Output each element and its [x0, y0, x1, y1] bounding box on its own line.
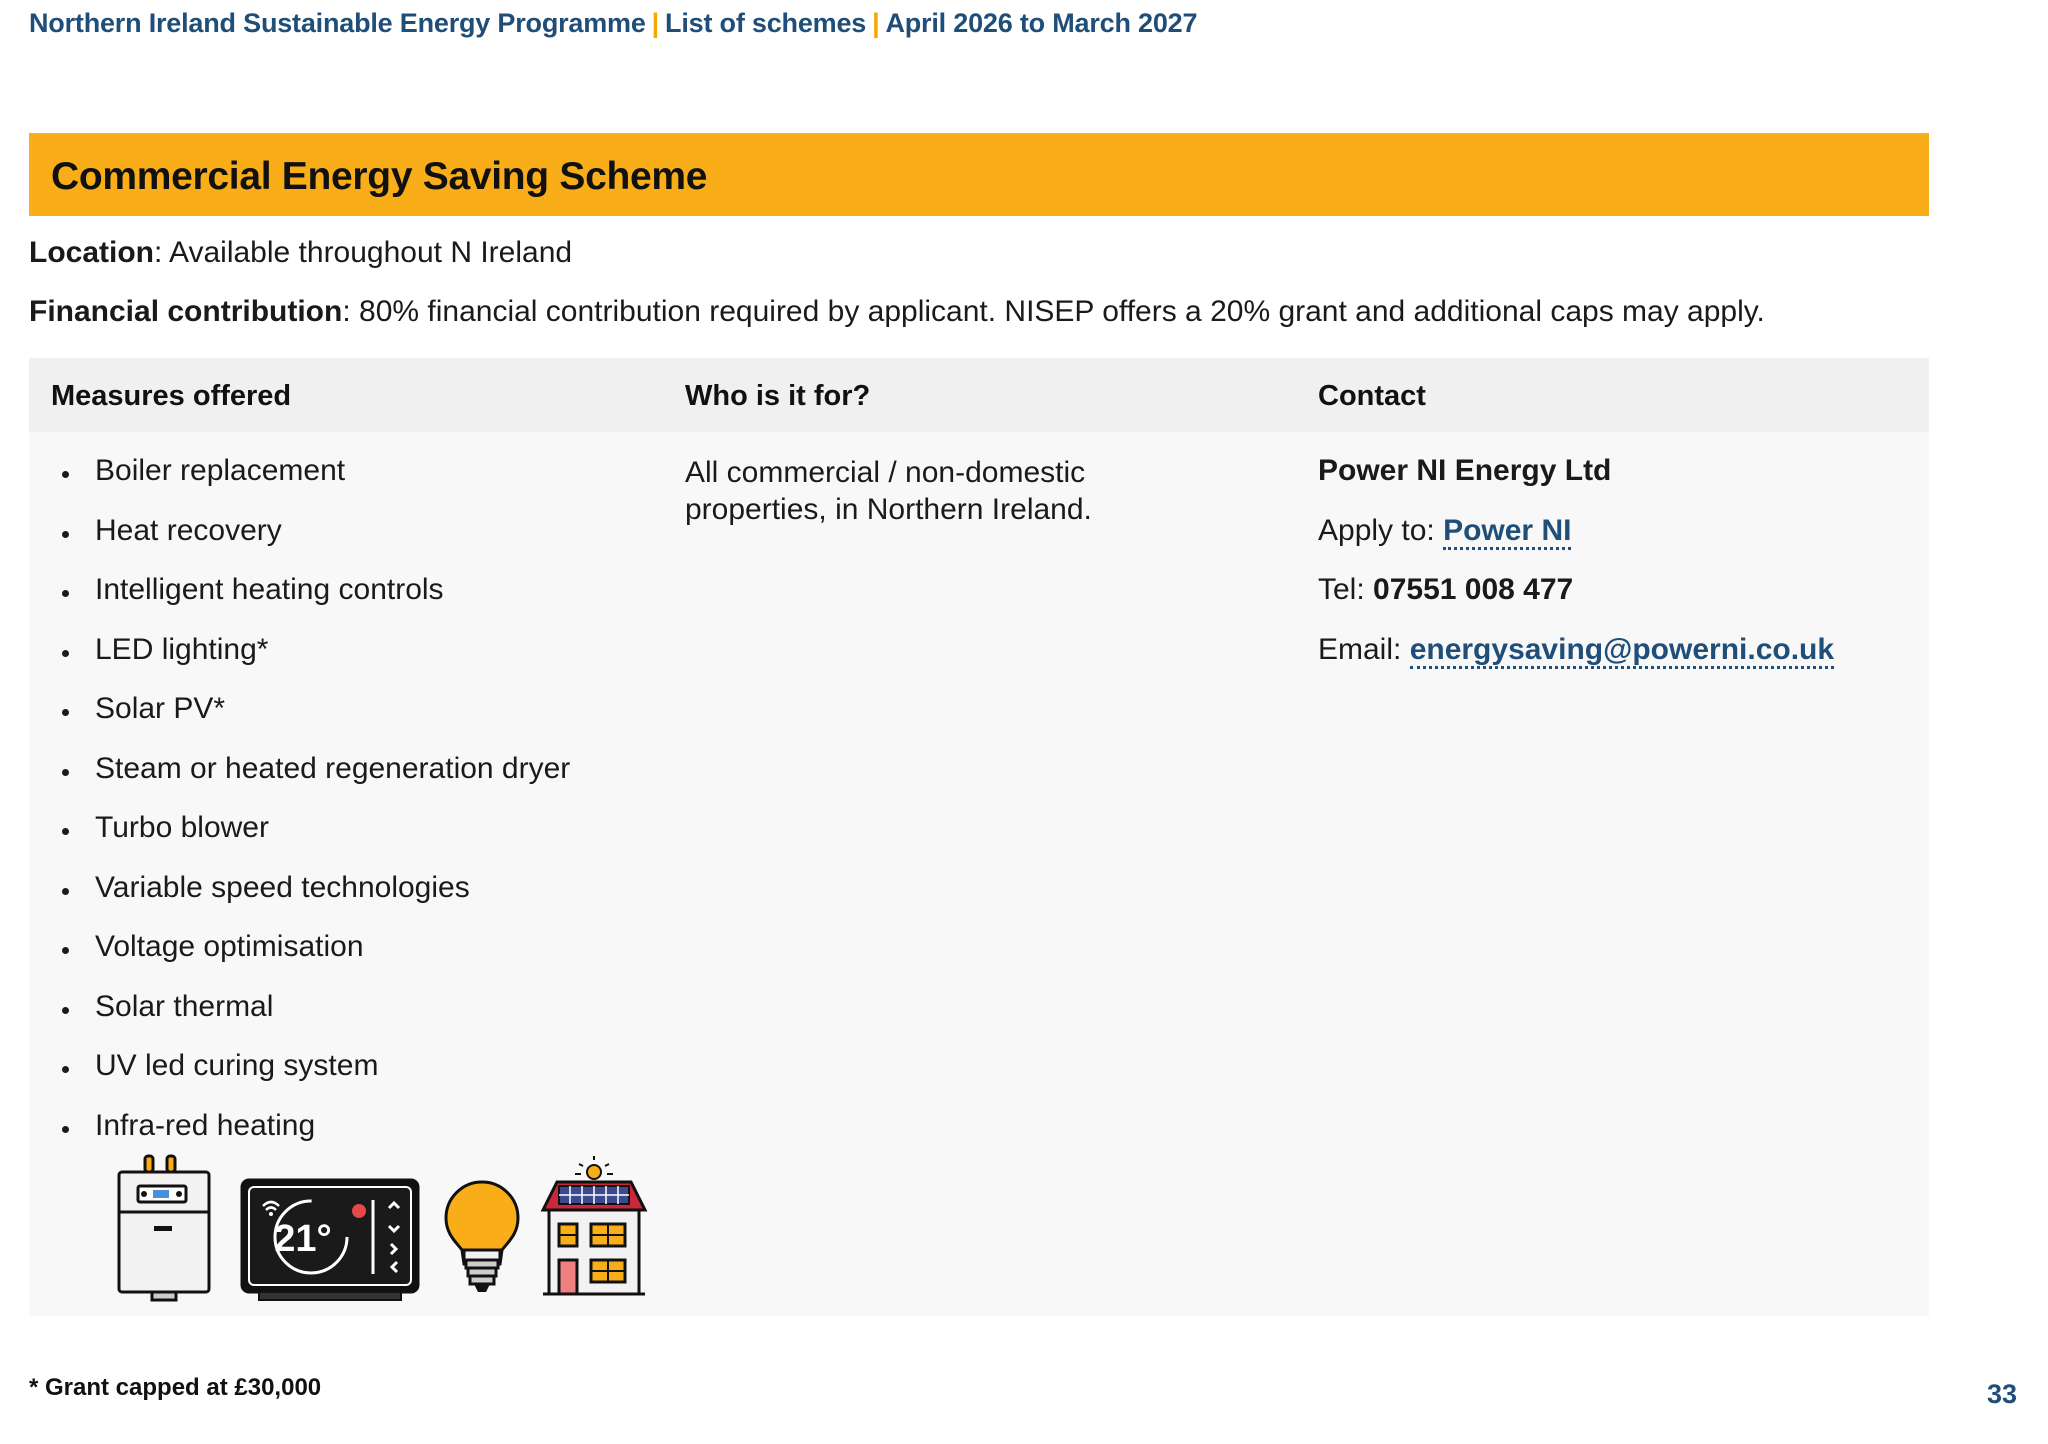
footnote: * Grant capped at £30,000	[29, 1374, 322, 1401]
scheme-title: Commercial Energy Saving Scheme	[51, 155, 708, 198]
header-section: List of schemes	[665, 8, 867, 38]
header-separator: |	[651, 8, 660, 38]
financial-label: Financial contribution	[29, 295, 343, 328]
financial-value: : 80% financial contribution required by applicant. NISEP offers a 20% grant and additional caps may apply.	[342, 295, 1765, 328]
measures-list	[58, 454, 570, 1168]
location-label: Location	[29, 236, 154, 269]
tel-line	[1318, 573, 1834, 633]
email-label: Email:	[1318, 632, 1410, 666]
list-item: Voltage optimisation	[58, 930, 570, 990]
list-item: Solar PV*	[58, 692, 570, 752]
email-line	[1318, 633, 1834, 693]
apply-line	[1318, 514, 1834, 574]
list-item: UV led curing system	[58, 1049, 570, 1109]
list-item: LED lighting*	[58, 633, 570, 693]
apply-link[interactable]: Power NI	[1443, 514, 1571, 550]
thermostat-icon	[239, 1154, 421, 1304]
boiler-icon	[116, 1154, 212, 1304]
scheme-title-bar	[29, 133, 1929, 216]
list-item: Solar thermal	[58, 990, 570, 1050]
apply-label: Apply to:	[1318, 513, 1444, 547]
eligibility-text: All commercial / non-domestic properties, in Northern Ireland.	[685, 456, 1092, 526]
tel-number: 07551 008 477	[1373, 573, 1574, 606]
header-measures: Measures offered	[51, 380, 292, 412]
header-separator: |	[872, 8, 880, 38]
list-item: Infra-red heating	[58, 1109, 570, 1169]
list-item: Variable speed technologies	[58, 871, 570, 931]
location-value: : Available throughout N Ireland	[154, 236, 573, 269]
header-who: Who is it for?	[685, 380, 871, 412]
email-link[interactable]: energysaving@powerni.co.uk	[1410, 633, 1834, 669]
header-programme: Northern Ireland Sustainable Energy Programme	[29, 8, 646, 38]
solar-house-icon	[539, 1154, 649, 1304]
page-number: 33	[1987, 1379, 2018, 1409]
list-item: Turbo blower	[58, 811, 570, 871]
list-item: Boiler replacement	[58, 454, 570, 514]
header-contact: Contact	[1318, 380, 1426, 412]
location-line	[29, 236, 572, 270]
light-bulb-icon	[442, 1154, 522, 1304]
contact-block	[1318, 454, 1834, 692]
tel-label: Tel:	[1318, 573, 1374, 606]
running-header	[29, 8, 1197, 39]
thermostat-reading: 21°	[274, 1218, 332, 1260]
financial-line	[29, 295, 1765, 329]
scheme-table	[29, 358, 1929, 1316]
header-period: April 2026 to March 2027	[885, 8, 1198, 38]
list-item: Intelligent heating controls	[58, 573, 570, 633]
list-item: Steam or heated regeneration dryer	[58, 752, 570, 812]
list-item: Heat recovery	[58, 514, 570, 574]
contact-organisation: Power NI Energy Ltd	[1318, 454, 1612, 487]
table-header-row	[29, 358, 1929, 432]
